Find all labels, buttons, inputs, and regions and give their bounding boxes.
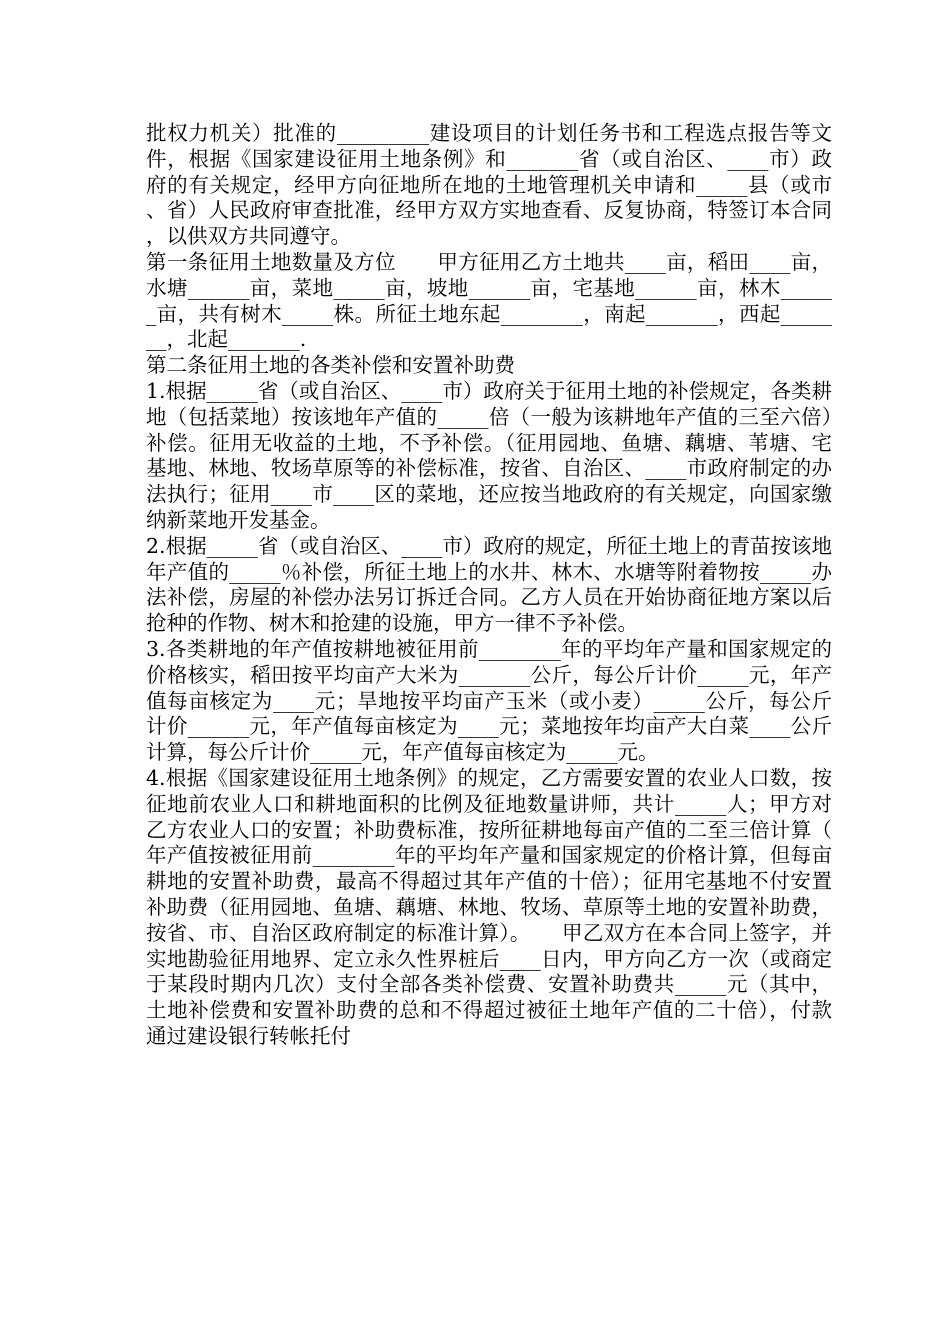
paragraph-intro: 批权力机关）批准的_________建设项目的计划任务书和工程选点报告等文件，根据《国家建设征用土地条例》和_______省（或自治区、____市）政府的有关规定，经甲方向征地所在地的土地管理机关申请和_____县（或市、省）人民政府审查批准，经甲方双方实地查看、反复协商，特签订本合同，以供双方共同遵守。 <box>146 121 832 249</box>
paragraph-clause-2: 2.根据_____省（或自治区、____市）政府的规定，所征土地上的青苗按该地年产值的_____％补偿，所征土地上的水井、林木、水塘等附着物按_____办法补偿，房屋的补偿办法另订拆迁合同。乙方人员在开始协商征地方案以后抢种的作物、树木和抢建的设施，甲方一律不予补偿。 <box>146 533 832 636</box>
paragraph-clause-3: 3.各类耕地的年产值按耕地被征用前________年的平均年产量和国家规定的价格核实，稻田按平均亩产大米为_______公斤，每公斤计价_____元，年产值每亩核定为____元；旱地按平均亩产玉米（或小麦）_____公斤，每公斤计价______元，年产值每亩核定为____元；菜地按年均亩产大白菜____公斤计算，每公斤计价_____元，年产值每亩核定为_____元。 <box>146 636 832 765</box>
paragraph-article-1: 第一条征用土地数量及方位 甲方征用乙方土地共____亩，稻田____亩，水塘______亩，菜地_____亩，坡地______亩，宅基地______亩，林木______亩，共有树木_____株。所征土地东起________，南起_______，西起_______，北起_______. <box>146 249 832 352</box>
heading-article-2: 第二条征用土地的各类补偿和安置补助费 <box>146 353 515 378</box>
paragraph-clause-4: 4.根据《国家建设征用土地条例》的规定，乙方需要安置的农业人口数，按征地前农业人口和耕地面积的比例及征地数量讲师，共计_____人；甲方对乙方农业人口的安置；补助费标准，按所征耕地每亩产值的二至三倍计算（年产值按被征用前________年的平均年产量和国家规定的价格计算，但每亩耕地的安置补助费，最高不得超过其年产值的十倍）；征用宅基地不付安置补助费（征用园地、鱼塘、藕塘、林地、牧场、草原等土地的安置补助费，按省、市、自治区政府制定的标准计算）。 甲乙双方在本合同上签字，并实地勘验征用地界、定立永久性界桩后____日内，甲方向乙方一次（或商定于某段时期内几次）支付全部各类补偿费、安置补助费共_____元（其中，土地补偿费和安置补助费的总和不得超过被征土地年产值的二十倍），付款通过建设银行转帐托付 <box>146 765 832 1048</box>
document-page <box>146 121 832 1050</box>
paragraph-clause-1: 1.根据_____省（或自治区、____市）政府关于征用土地的补偿规定，各类耕地（包括菜地）按该地年产值的_____倍（一般为该耕地年产值的三至六倍）补偿。征用无收益的土地，不予补偿。（征用园地、鱼塘、藕塘、苇塘、宅基地、林地、牧场草原等的补偿标准，按省、自治区、____市政府制定的办法执行；征用____市____区的菜地，还应按当地政府的有关规定，向国家缴纳新菜地开发基金。 <box>146 378 832 532</box>
